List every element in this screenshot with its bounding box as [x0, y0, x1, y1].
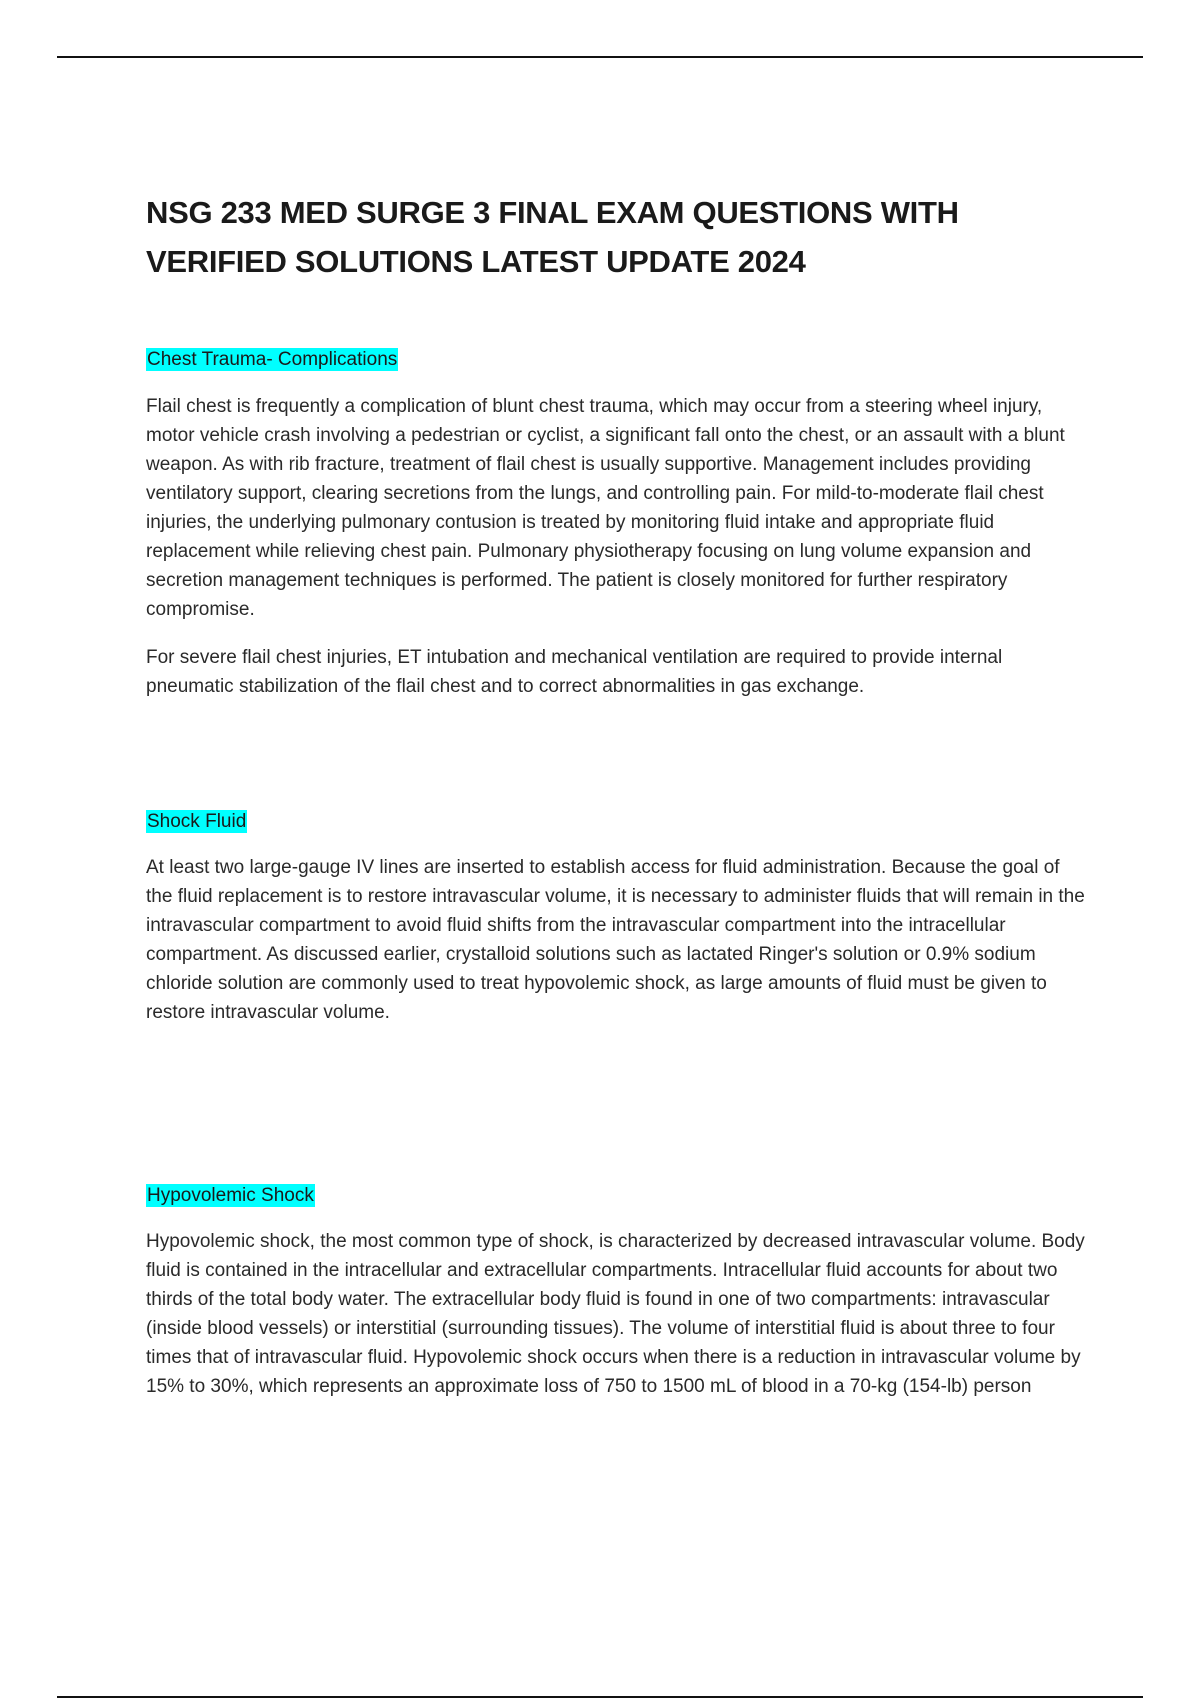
- page-bottom-rule: [57, 1696, 1143, 1698]
- paragraph: Flail chest is frequently a complication of blunt chest trauma, which may occur from a steering wheel injury, motor vehicle crash involving a pedestrian or cyclist, a significant fall onto the chest, or an assault with a blunt weapon. As with rib fracture, treatment of flail chest is usually supportive. Management includes providing ventilatory support, clearing secretions from the lungs, and controlling pain. For mild-to-moderate flail chest injuries, the underlying pulmonary contusion is treated by monitoring fluid intake and appropriate fluid replacement while relieving chest pain. Pulmonary physiotherapy focusing on lung volume expansion and secretion management techniques is performed. The patient is closely monitored for further respiratory compromise.: [146, 396, 1065, 620]
- paragraph: Hypovolemic shock, the most common type of shock, is characterized by decreased intravascular volume. Body fluid is contained in the intracellular and extracellular compartments. Intracellular fluid accounts for about two thirds of the total body water. The extracellular body fluid is found in one of two compartments: intravascular (inside blood vessels) or interstitial (surrounding tissues). The volume of interstitial fluid is about three to four times that of intravascular fluid. Hypovolemic shock occurs when there is a reduction in intravascular volume by 15% to 30%, which represents an approximate loss of 750 to 1500 mL of blood in a 70-kg (154-lb) person: [146, 1231, 1085, 1397]
- section-heading-shock-fluid: [146, 809, 247, 835]
- highlighted-heading-text: Chest Trauma- Complications: [147, 349, 398, 370]
- highlighted-heading-text: Hypovolemic Shock: [147, 1185, 314, 1206]
- document-title: NSG 233 MED SURGE 3 FINAL EXAM QUESTIONS WITH VERIFIED SOLUTIONS LATEST UPDATE 2024: [146, 195, 959, 279]
- paragraph: For severe flail chest injuries, ET intubation and mechanical ventilation are required to provide internal pneumatic stabilization of the flail chest and to correct abnormalities in gas exchange.: [146, 647, 1003, 697]
- section-heading-chest-trauma: [146, 347, 398, 373]
- section-heading-hypovolemic-shock: [146, 1183, 315, 1209]
- paragraph: At least two large-gauge IV lines are inserted to establish access for fluid administration. Because the goal of the fluid replacement is to restore intravascular volume, it is necessary to administer fluids that will remain in the intravascular compartment to avoid fluid shifts from the intravascular compartment into the intracellular compartment. As discussed earlier, crystalloid solutions such as lactated Ringer's solution or 0.9% sodium chloride solution are commonly used to treat hypovolemic shock, as large amounts of fluid must be given to restore intravascular volume.: [146, 857, 1085, 1023]
- page-top-rule: [57, 56, 1143, 58]
- highlighted-heading-text: Shock Fluid: [147, 811, 247, 832]
